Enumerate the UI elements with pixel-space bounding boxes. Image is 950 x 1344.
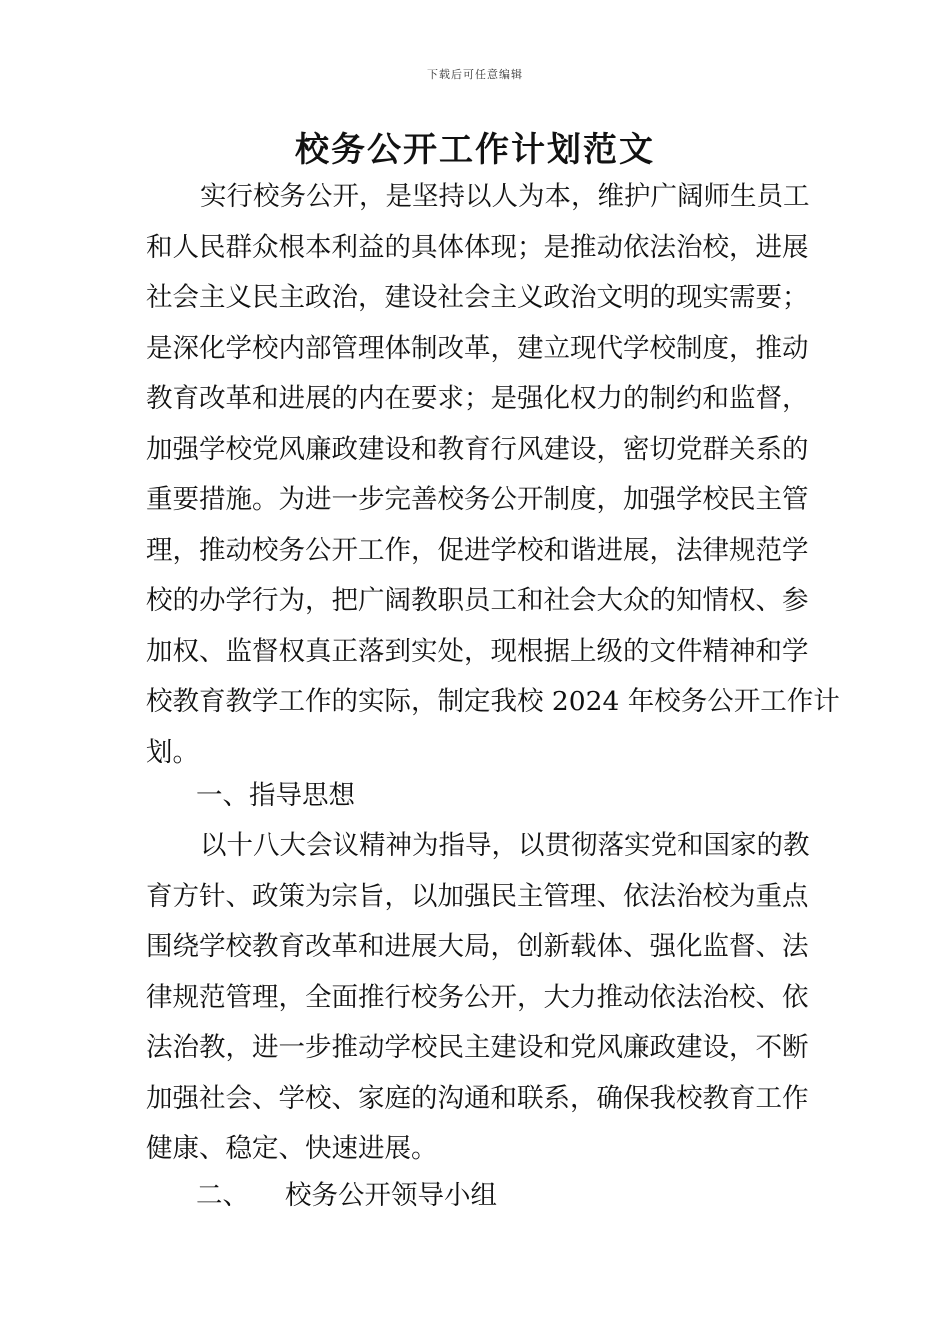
paragraph-line: 加权、监督权真正落到实处，现根据上级的文件精神和学 [146,635,809,667]
paragraph-line: 校的办学行为，把广阔教职员工和社会大众的知情权、参 [146,585,809,616]
paragraph-line: 围绕学校教育改革和进展大局，创新载体、强化监督、法 [146,931,809,962]
paragraph-line: 重要措施。为进一步完善校务公开制度，加强学校民主管 [146,484,809,515]
section-heading-2 [146,1171,808,1222]
paragraph-line: 理，推动校务公开工作，促进学校和谐进展，法律规范学 [146,534,809,566]
paragraph-line: 划。 [146,736,199,768]
paragraph-line: 健康、稳定、快速进展。 [146,1133,438,1164]
paragraph-line: 以十八大会议精神为指导，以贯彻落实党和国家的教 [200,830,810,861]
paragraph-line: 律规范管理，全面推行校务公开，大力推动依法治校、依 [146,981,809,1013]
paragraph-line: 加强学校党风廉政建设和教育行风建设，密切党群关系的 [146,433,809,465]
paragraph-line: 和人民群众根本利益的具体体现；是推动依法治校，进展 [146,231,809,263]
heading-guiding-ideology: 一、指导思想 [196,780,355,811]
paragraph-line: 社会主义民主政治，建设社会主义政治文明的现实需要； [146,282,809,313]
paragraph-line: 育方针、政策为宗旨，以加强民主管理、依法治校为重点 [146,880,809,912]
paragraph-line: 教育改革和进展的内在要求；是强化权力的制约和监督， [146,383,809,414]
paragraph-line: 加强社会、学校、家庭的沟通和联系，确保我校教育工作 [146,1082,809,1114]
paragraph-line: 法治教，进一步推动学校民主建设和党风廉政建设，不断 [146,1032,809,1063]
header-note: 下载后可任意编辑 [427,68,523,81]
heading-leadership-group [146,1171,808,1222]
paragraph-guiding-ideology [146,821,808,1175]
document-title: 校务公开工作计划范文 [295,130,655,170]
paragraph-line: 实行校务公开，是坚持以人为本，维护广阔师生员工 [200,181,810,212]
paragraph-line: 校教育教学工作的实际，制定我校 2024 年校务公开工作计 [146,686,840,717]
section-heading-1 [146,771,808,822]
heading-number: 二、 [196,1180,249,1211]
paragraph-intro [146,172,840,778]
heading-text: 校务公开领导小组 [285,1180,497,1211]
paragraph-line: 是深化学校内部管理体制改革，建立现代学校制度，推动 [146,332,809,364]
